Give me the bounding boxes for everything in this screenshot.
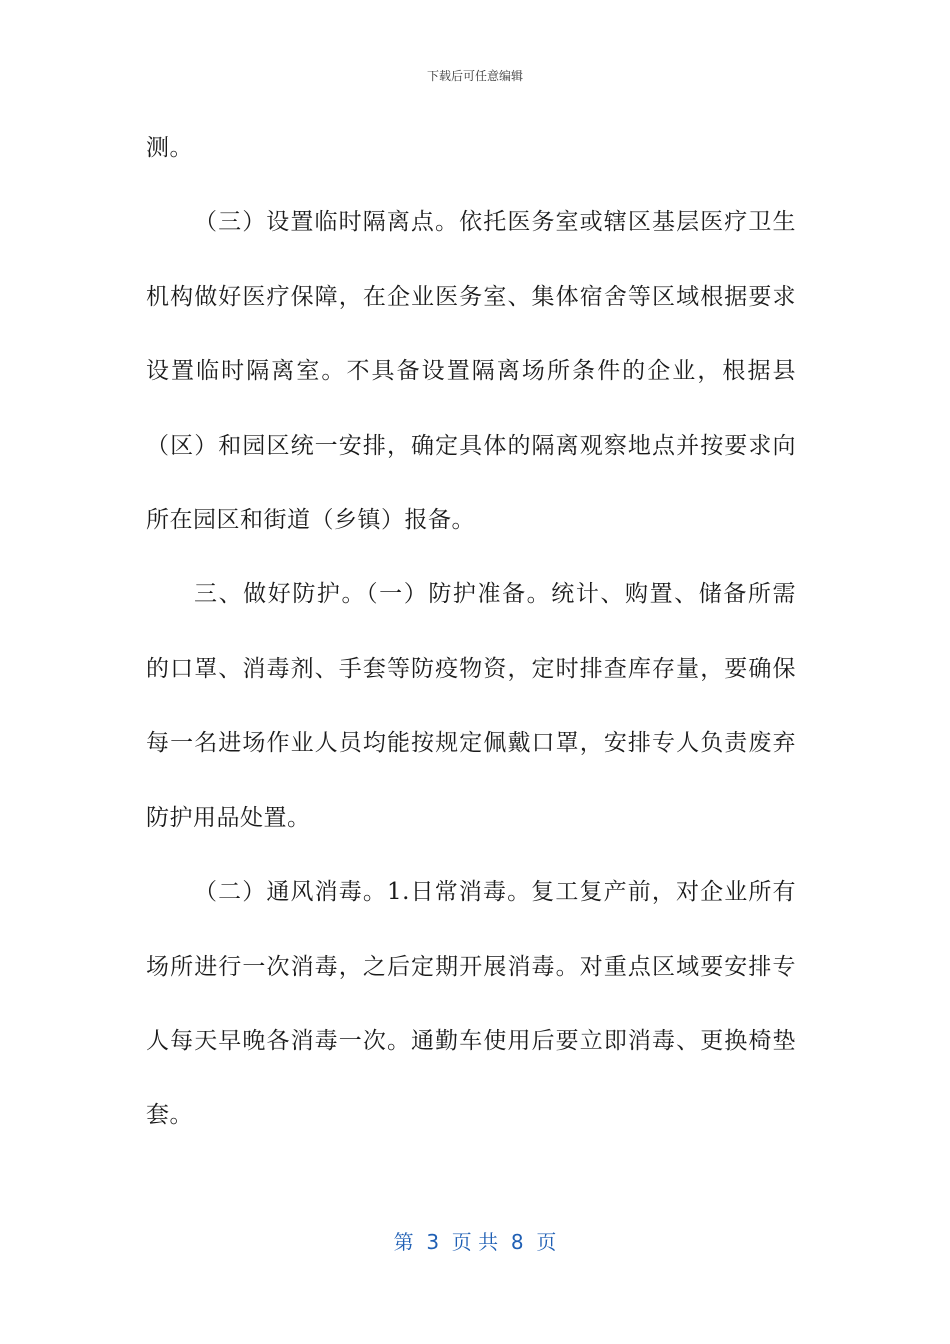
- body-line-4: 设置临时隔离室。不具备设置隔离场所条件的企业，根据县: [146, 358, 796, 384]
- body-line-8: 的口罩、消毒剂、手套等防疫物资，定时排查库存量，要确保: [146, 656, 796, 682]
- body-line-3: 机构做好医疗保障，在企业医务室、集体宿舍等区域根据要求: [146, 284, 796, 310]
- body-line-6: 所在园区和街道（乡镇）报备。: [146, 507, 475, 533]
- body-line-2: （三）设置临时隔离点。依托医务室或辖区基层医疗卫生: [194, 209, 796, 235]
- body-line-9: 每一名进场作业人员均能按规定佩戴口罩，安排专人负责废弃: [146, 730, 796, 756]
- body-line-5: （区）和园区统一安排，确定具体的隔离观察地点并按要求向: [146, 433, 796, 459]
- page-number-footer: 第 3 页 共 8 页: [393, 1230, 557, 1254]
- body-line-1: 测。: [146, 135, 193, 161]
- body-line-14: 套。: [146, 1102, 193, 1128]
- body-line-11: （二）通风消毒。1.日常消毒。复工复产前，对企业所有: [194, 879, 796, 905]
- body-line-7: 三、做好防护。（一）防护准备。统计、购置、储备所需: [194, 581, 796, 607]
- body-line-13: 人每天早晚各消毒一次。通勤车使用后要立即消毒、更换椅垫: [146, 1028, 796, 1054]
- body-line-12: 场所进行一次消毒，之后定期开展消毒。对重点区域要安排专: [146, 954, 796, 980]
- body-line-10: 防护用品处置。: [146, 805, 311, 831]
- page-header: 下载后可任意编辑: [426, 69, 523, 83]
